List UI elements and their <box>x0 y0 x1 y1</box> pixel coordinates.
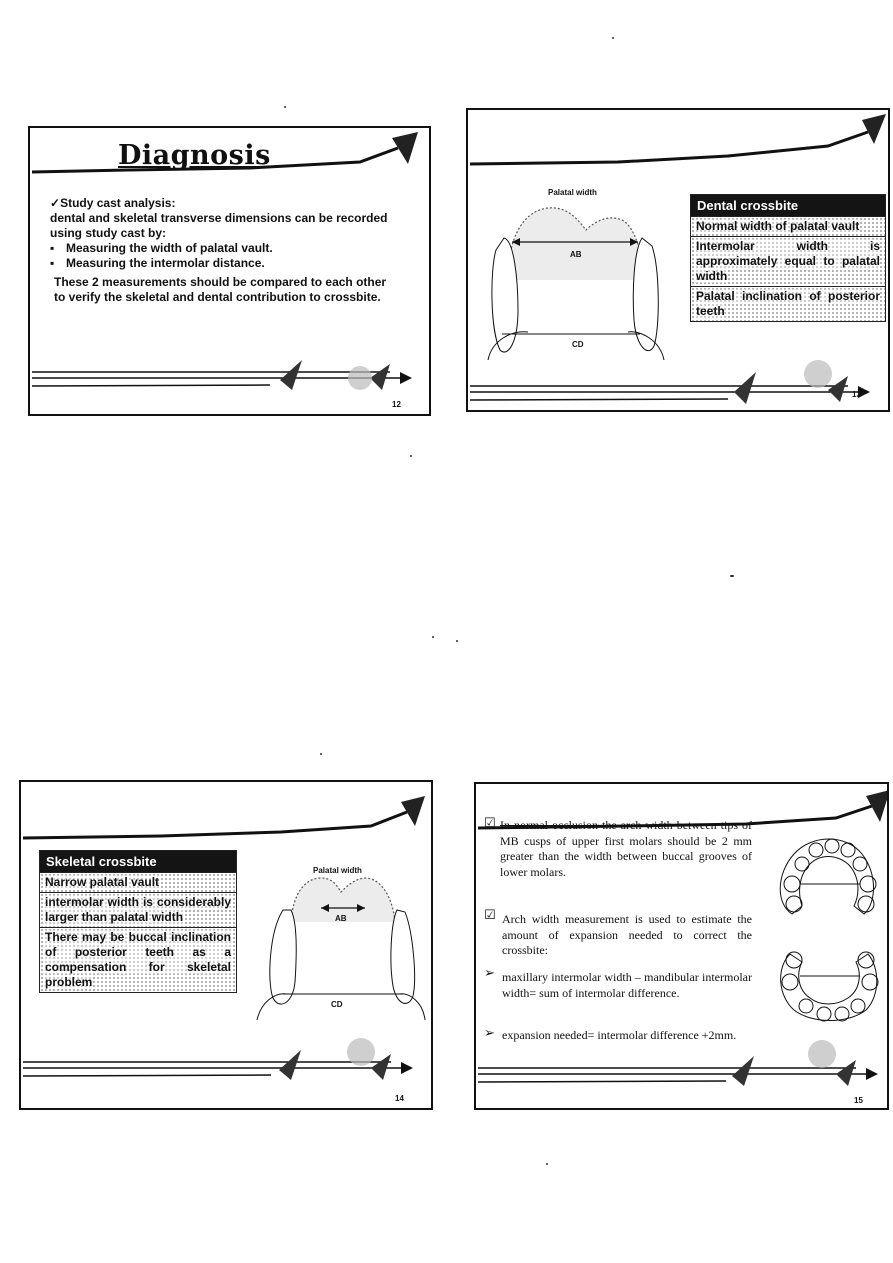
diagram-label-cd: CD <box>331 1000 343 1009</box>
bottom-track-decoration <box>470 360 870 404</box>
page-number: 15 <box>854 1096 863 1105</box>
page-number: 12 <box>392 400 401 409</box>
skeletal-crossbite-panel <box>39 850 237 993</box>
bottom-track-decoration <box>23 1038 413 1080</box>
panel-row: Normal width of palatal vault <box>691 216 885 236</box>
arrow-icon <box>401 796 425 826</box>
list-item: ▪ Measuring the intermolar distance. <box>50 256 400 271</box>
arrow-icon <box>862 114 886 144</box>
diagram-label-palatal-width: Palatal width <box>313 866 362 875</box>
page-number: 14 <box>395 1094 404 1103</box>
slide-15 <box>474 782 889 1110</box>
paragraph-intermolar-difference: maxillary intermolar width – mandibular intermolar width= sum of intermolar difference. <box>502 970 752 1000</box>
paragraph-arch-width: Arch width measurement is used to estimate the amount of expansion needed to correct the crossbite: <box>502 912 752 957</box>
arrowhead-bullet-icon: ➢ <box>484 1026 495 1041</box>
paragraph-expansion-needed: expansion needed= intermolar difference +2mm. <box>502 1028 737 1042</box>
panel-row: intermolar width is considerably larger than palatal width <box>40 892 236 927</box>
dental-arches-diagram <box>780 839 878 1021</box>
diagram-label-ab: AB <box>570 250 582 259</box>
check-heading: ✓Study cast analysis: <box>50 196 176 210</box>
slide-title: Diagnosis <box>118 140 271 171</box>
panel-row: Intermolar width is approximately equal to palatal width <box>691 236 885 286</box>
bottom-track-decoration <box>32 360 412 390</box>
paragraph-normal-occlusion: In normal occlusion the arch width between tips of MB cusps of upper first molars should be 2 mm greater than the width between buccal grooves of lower molars. <box>500 818 753 879</box>
checkbox-checked-icon: ☑ <box>484 816 496 831</box>
diagram-label-ab: AB <box>335 914 347 923</box>
conclusion-text: These 2 measurements should be compared to each other to verify the skeletal and dental contribution to crossbite. <box>54 275 387 304</box>
page-number: 13 <box>852 390 861 399</box>
panel-title: Dental crossbite <box>691 195 885 216</box>
palatal-width-diagram <box>488 208 664 360</box>
arrowhead-bullet-icon: ➢ <box>484 966 495 981</box>
diagram-label-cd: CD <box>572 340 584 349</box>
bullet-list <box>50 241 400 271</box>
check-icon: ✓ <box>50 196 61 210</box>
panel-row: There may be buccal inclination of posterior teeth as a compensation for skeletal problem <box>40 927 236 992</box>
palatal-width-diagram <box>257 878 425 1020</box>
diagram-label-palatal-width: Palatal width <box>548 188 597 197</box>
bottom-track-decoration <box>478 1040 878 1086</box>
checkbox-checked-icon: ☑ <box>484 908 496 923</box>
slide-14 <box>19 780 433 1110</box>
panel-title: Skeletal crossbite <box>40 851 236 872</box>
intro-text: dental and skeletal transverse dimensions can be recorded using study cast by: <box>50 211 388 240</box>
panel-row: Palatal inclination of posterior teeth <box>691 286 885 321</box>
slide-12 <box>28 126 431 416</box>
panel-row: Narrow palatal vault <box>40 872 236 892</box>
dental-crossbite-panel <box>690 194 886 322</box>
list-item: ▪ Measuring the width of palatal vault. <box>50 241 400 256</box>
slide-13 <box>466 108 890 412</box>
